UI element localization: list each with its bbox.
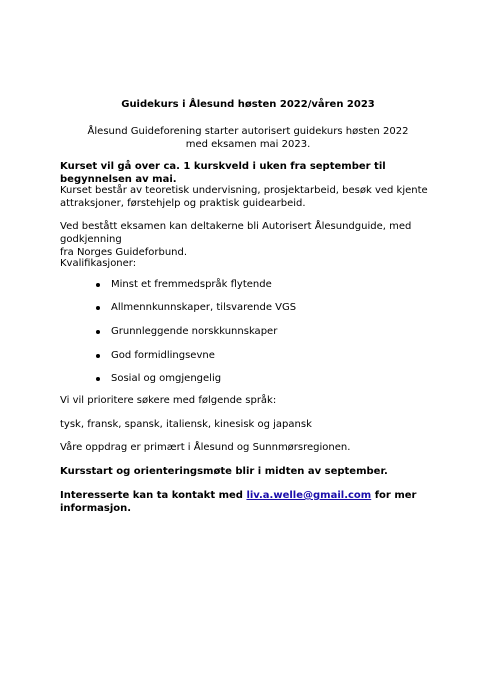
list-item-label: Allmennkunnskaper, tilsvarende VGS	[111, 302, 297, 313]
content-line: attraksjoner, førstehjelp og praktisk guidearbeid.	[60, 198, 306, 209]
content-line: Kurset består av teoretisk undervisning, prosjektarbeid, besøk ved kjente	[60, 185, 428, 196]
list-item-label: Minst et fremmedspråk flytende	[111, 279, 272, 290]
languages-text: tysk, fransk, spansk, italiensk, kinesisk og japansk	[60, 419, 312, 430]
exam-line: fra Norges Guideforbund.	[60, 247, 188, 258]
course-content-paragraph	[60, 184, 440, 210]
priority-heading: Vi vil prioritere søkere med følgende språk:	[60, 395, 277, 406]
bullet-icon	[96, 354, 100, 358]
bullet-icon	[96, 306, 100, 310]
list-item	[111, 325, 277, 338]
exam-line: Ved bestått eksamen kan deltakerne bli Autorisert Ålesundguide, med godkjenning	[60, 221, 412, 245]
kickoff-text: Kursstart og orienteringsmøte blir i midten av september.	[60, 466, 388, 477]
region-text: Våre oppdrag er primært i Ålesund og Sunnmørsregionen.	[60, 442, 351, 453]
list-item	[111, 372, 221, 385]
exam-paragraph	[60, 220, 440, 259]
contact-suffix: for mer informasjon.	[60, 490, 417, 514]
email-link[interactable]: liv.a.welle@gmail.com	[246, 490, 372, 501]
document-title: Guidekurs i Ålesund høsten 2022/våren 2023	[121, 99, 375, 110]
contact-line	[60, 489, 440, 515]
intro-line: Ålesund Guideforening starter autorisert guidekurs høsten 2022	[87, 126, 409, 137]
list-item	[111, 349, 215, 362]
bullet-icon	[96, 330, 100, 334]
list-item-label: Sosial og omgjengelig	[111, 373, 222, 384]
list-item	[111, 301, 296, 314]
qualifications-heading: Kvalifikasjoner:	[60, 258, 137, 269]
list-item-label: Grunnleggende norskkunnskaper	[111, 326, 278, 337]
intro-line: med eksamen mai 2023.	[185, 139, 311, 150]
course-duration-text: Kurset vil gå over ca. 1 kurskveld i uken fra september til begynnelsen av mai.	[60, 161, 386, 185]
contact-prefix: Interesserte kan ta kontakt med	[60, 490, 243, 501]
list-item	[111, 278, 272, 291]
bullet-icon	[96, 283, 100, 287]
bullet-icon	[96, 377, 100, 381]
intro-paragraph	[0, 125, 496, 151]
list-item-label: God formidlingsevne	[111, 350, 215, 361]
